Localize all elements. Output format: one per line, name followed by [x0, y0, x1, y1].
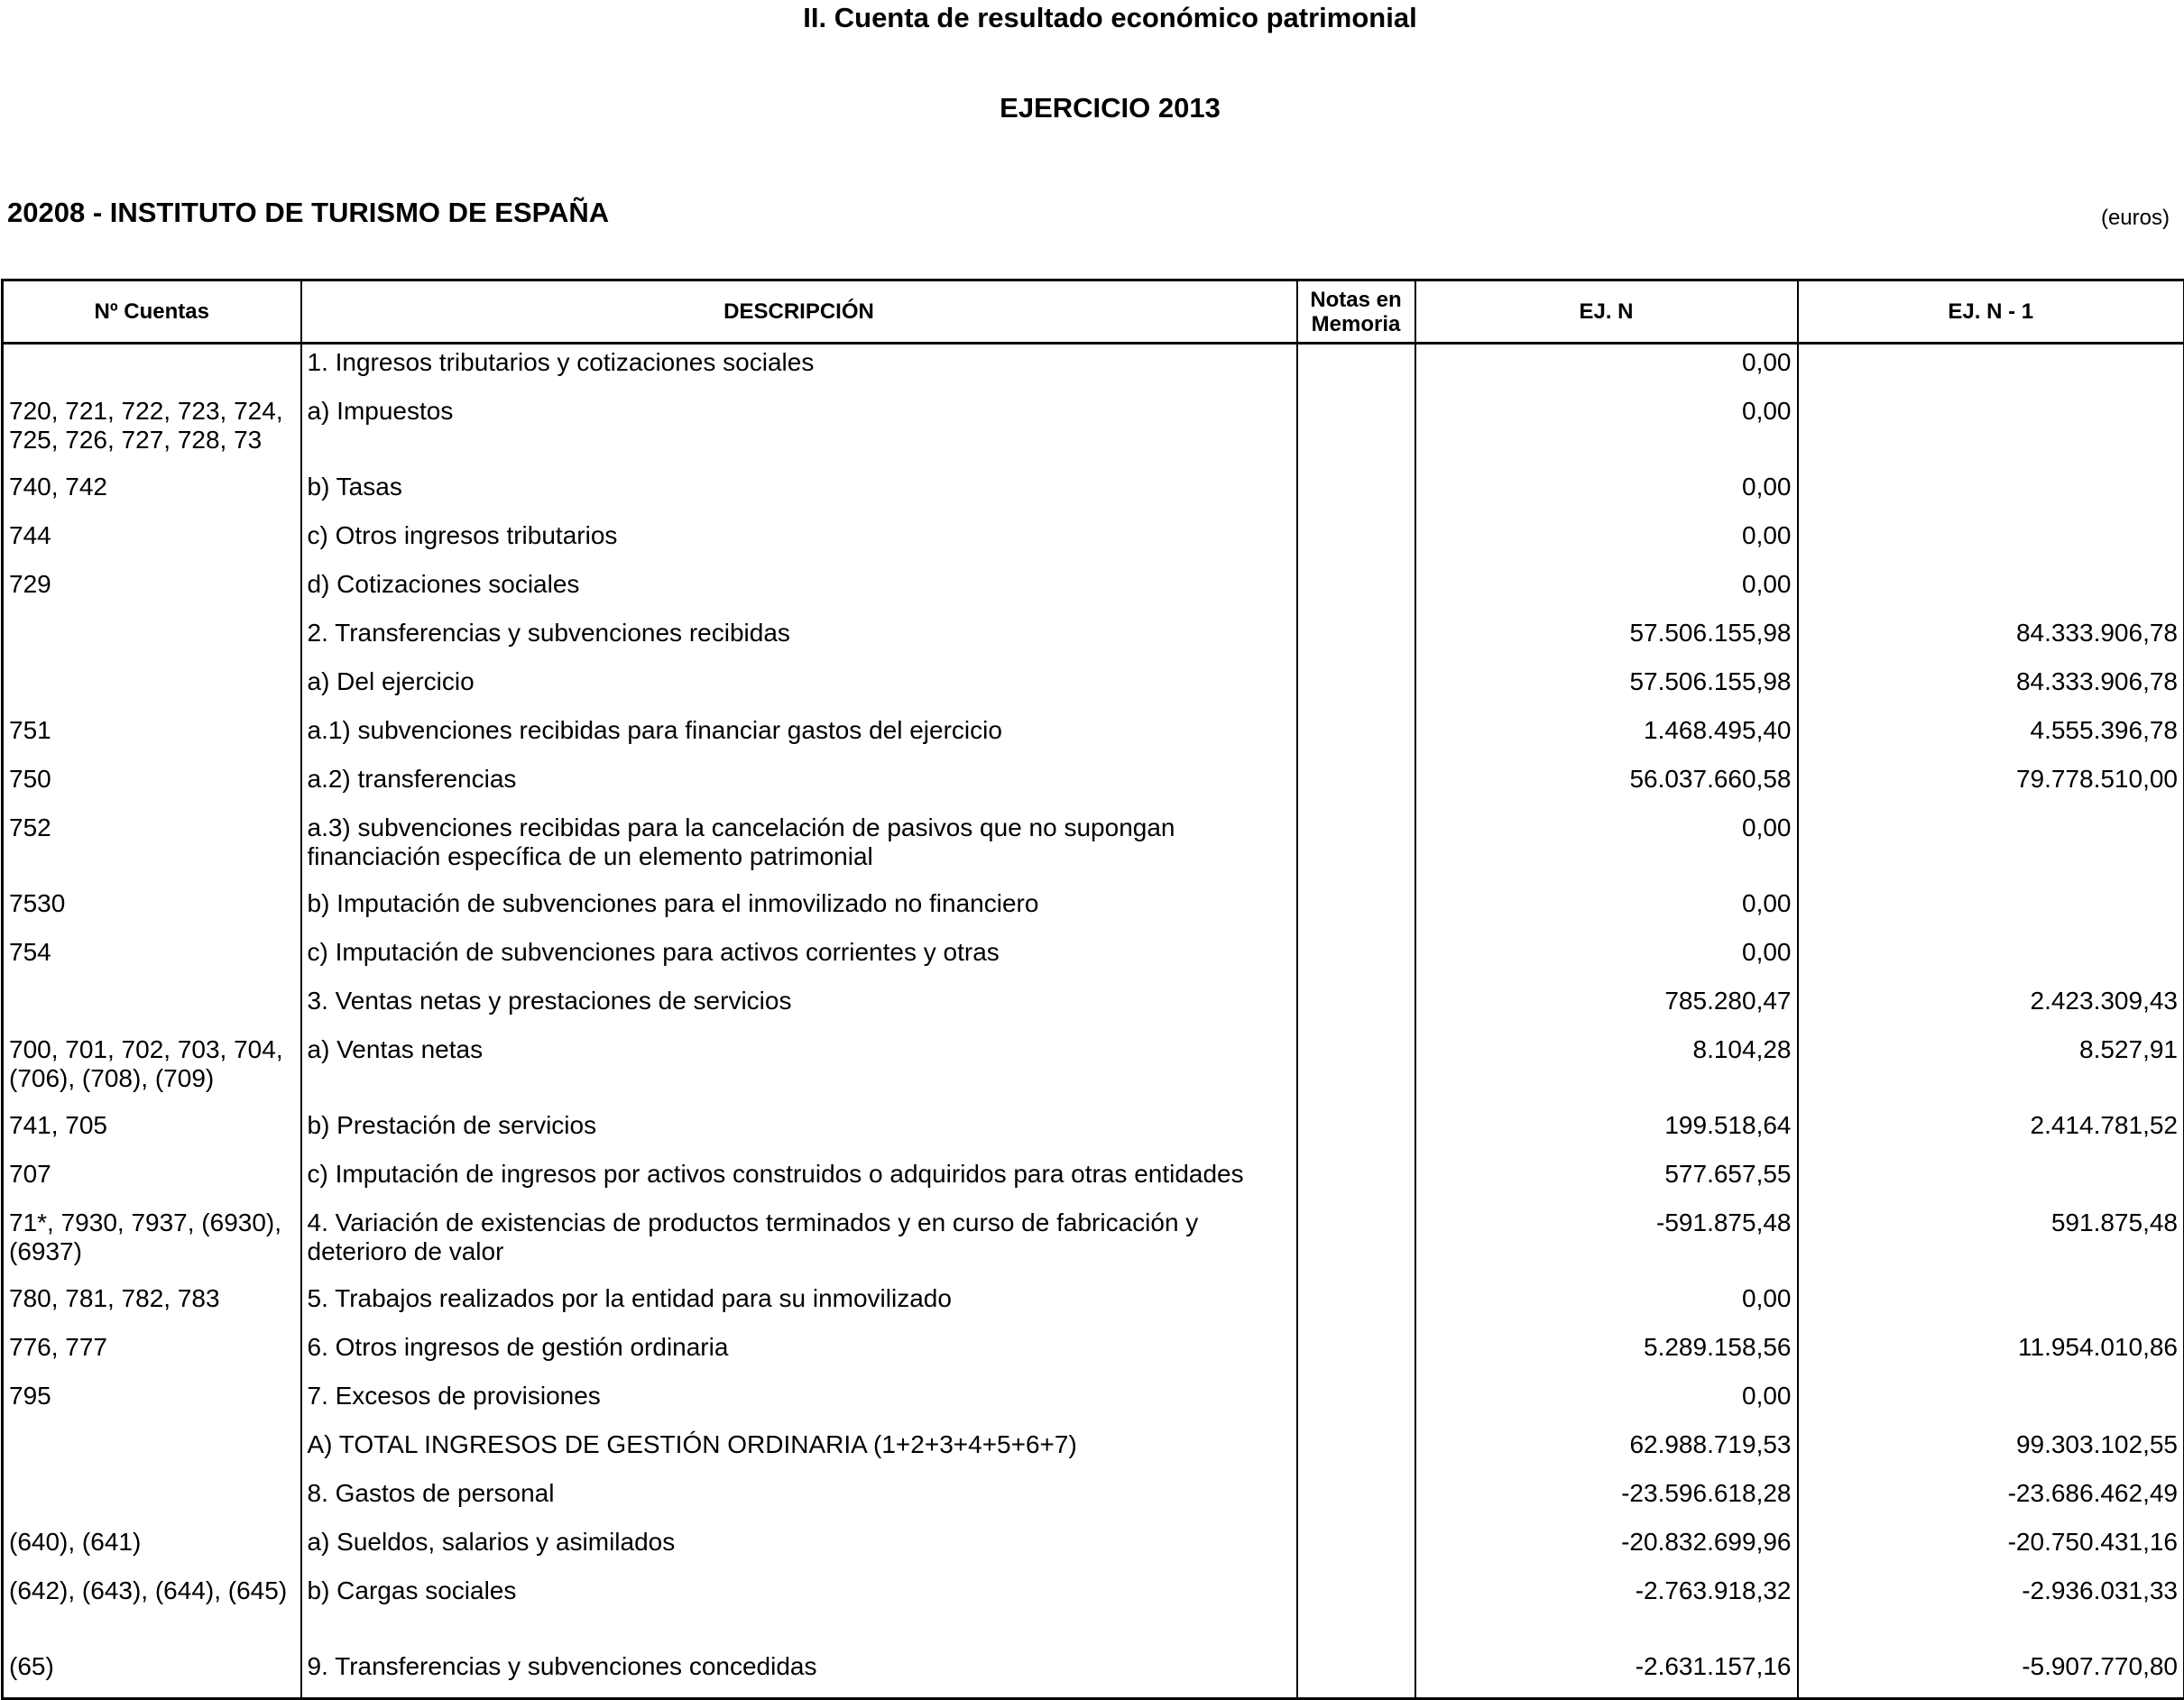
account-cell	[3, 664, 301, 712]
table-row	[3, 761, 2184, 810]
description-cell: 9. Transferencias y subvenciones concedidas	[301, 1649, 1297, 1699]
value-n-1-cell: -23.686.462,49	[1798, 1475, 2184, 1524]
value-n-cell: 62.988.719,53	[1415, 1427, 1798, 1475]
table-row	[3, 1649, 2184, 1699]
account-cell: 7530	[3, 886, 301, 934]
notes-cell	[1297, 664, 1415, 712]
notes-cell	[1297, 1281, 1415, 1329]
header-year-n-1: EJ. N - 1	[1798, 280, 2184, 344]
value-n-1-cell: 2.423.309,43	[1798, 983, 2184, 1032]
value-n-1-cell: 84.333.906,78	[1798, 664, 2184, 712]
description-cell: c) Otros ingresos tributarios	[301, 518, 1297, 566]
description-cell: 3. Ventas netas y prestaciones de servicios	[301, 983, 1297, 1032]
description-cell: A) TOTAL INGRESOS DE GESTIÓN ORDINARIA (1+2+3+4+5+6+7)	[301, 1427, 1297, 1475]
value-n-1-cell: 84.333.906,78	[1798, 615, 2184, 664]
table-row	[3, 469, 2184, 518]
value-n-cell: 57.506.155,98	[1415, 615, 1798, 664]
account-cell: 707	[3, 1156, 301, 1205]
value-n-cell: 577.657,55	[1415, 1156, 1798, 1205]
value-n-cell: 0,00	[1415, 518, 1798, 566]
entity-name: 20208 - INSTITUTO DE TURISMO DE ESPAÑA	[7, 197, 609, 229]
account-cell: 776, 777	[3, 1329, 301, 1378]
value-n-1-cell	[1798, 393, 2184, 469]
value-n-1-cell: 8.527,91	[1798, 1032, 2184, 1107]
value-n-1-cell	[1798, 566, 2184, 615]
notes-cell	[1297, 1427, 1415, 1475]
table-row	[3, 1378, 2184, 1427]
table-row	[3, 1281, 2184, 1329]
description-cell: 4. Variación de existencias de productos terminados y en curso de fabricación y deterioro de valor	[301, 1205, 1297, 1281]
account-cell: (640), (641)	[3, 1524, 301, 1573]
value-n-cell: 0,00	[1415, 344, 1798, 394]
description-cell: b) Cargas sociales	[301, 1573, 1297, 1649]
notes-cell	[1297, 615, 1415, 664]
notes-cell	[1297, 983, 1415, 1032]
value-n-1-cell: 99.303.102,55	[1798, 1427, 2184, 1475]
description-cell: a.1) subvenciones recibidas para financiar gastos del ejercicio	[301, 712, 1297, 761]
table-row	[3, 1427, 2184, 1475]
table-row	[3, 1156, 2184, 1205]
notes-cell	[1297, 934, 1415, 983]
description-cell: b) Imputación de subvenciones para el inmovilizado no financiero	[301, 886, 1297, 934]
units-label: (euros)	[2101, 206, 2170, 231]
account-cell	[3, 983, 301, 1032]
table-row	[3, 1524, 2184, 1573]
value-n-cell: -591.875,48	[1415, 1205, 1798, 1281]
table-row	[3, 615, 2184, 664]
account-cell: 750	[3, 761, 301, 810]
notes-cell	[1297, 1524, 1415, 1573]
table-row	[3, 1205, 2184, 1281]
table-row	[3, 886, 2184, 934]
page-title: II. Cuenta de resultado económico patrimonial	[18, 2, 2184, 34]
notes-cell	[1297, 1378, 1415, 1427]
table-row	[3, 664, 2184, 712]
account-cell: 741, 705	[3, 1107, 301, 1156]
table-row	[3, 393, 2184, 469]
value-n-1-cell: 4.555.396,78	[1798, 712, 2184, 761]
table-row	[3, 566, 2184, 615]
description-cell: d) Cotizaciones sociales	[301, 566, 1297, 615]
account-cell: 729	[3, 566, 301, 615]
description-cell: a) Del ejercicio	[301, 664, 1297, 712]
account-cell: 744	[3, 518, 301, 566]
value-n-1-cell	[1798, 886, 2184, 934]
value-n-1-cell: 591.875,48	[1798, 1205, 2184, 1281]
value-n-1-cell: -5.907.770,80	[1798, 1649, 2184, 1699]
notes-cell	[1297, 1649, 1415, 1699]
value-n-cell: -20.832.699,96	[1415, 1524, 1798, 1573]
account-cell	[3, 1427, 301, 1475]
account-cell: 795	[3, 1378, 301, 1427]
value-n-cell: -2.631.157,16	[1415, 1649, 1798, 1699]
value-n-1-cell: 79.778.510,00	[1798, 761, 2184, 810]
value-n-1-cell	[1798, 934, 2184, 983]
notes-cell	[1297, 1573, 1415, 1649]
value-n-1-cell	[1798, 469, 2184, 518]
notes-cell	[1297, 886, 1415, 934]
account-cell: 752	[3, 810, 301, 886]
account-cell: 71*, 7930, 7937, (6930), (6937)	[3, 1205, 301, 1281]
value-n-cell: 57.506.155,98	[1415, 664, 1798, 712]
notes-cell	[1297, 344, 1415, 394]
value-n-1-cell: 11.954.010,86	[1798, 1329, 2184, 1378]
notes-cell	[1297, 761, 1415, 810]
notes-cell	[1297, 1205, 1415, 1281]
description-cell: a.2) transferencias	[301, 761, 1297, 810]
notes-cell	[1297, 566, 1415, 615]
description-cell: a) Ventas netas	[301, 1032, 1297, 1107]
table-row	[3, 1032, 2184, 1107]
description-cell: a) Impuestos	[301, 393, 1297, 469]
notes-cell	[1297, 1156, 1415, 1205]
value-n-1-cell: -2.936.031,33	[1798, 1573, 2184, 1649]
description-cell: 2. Transferencias y subvenciones recibidas	[301, 615, 1297, 664]
account-cell	[3, 344, 301, 394]
table-row	[3, 518, 2184, 566]
account-cell: 754	[3, 934, 301, 983]
value-n-cell: 0,00	[1415, 469, 1798, 518]
account-cell: 780, 781, 782, 783	[3, 1281, 301, 1329]
table-body	[3, 344, 2184, 1699]
fiscal-year: EJERCICIO 2013	[18, 92, 2184, 124]
description-cell: b) Prestación de servicios	[301, 1107, 1297, 1156]
value-n-1-cell	[1798, 518, 2184, 566]
notes-cell	[1297, 469, 1415, 518]
value-n-cell: 0,00	[1415, 1281, 1798, 1329]
notes-cell	[1297, 1107, 1415, 1156]
account-cell: 751	[3, 712, 301, 761]
table-row	[3, 1573, 2184, 1649]
description-cell: 1. Ingresos tributarios y cotizaciones sociales	[301, 344, 1297, 394]
table-row	[3, 1329, 2184, 1378]
value-n-1-cell	[1798, 344, 2184, 394]
description-cell: b) Tasas	[301, 469, 1297, 518]
value-n-cell: -2.763.918,32	[1415, 1573, 1798, 1649]
header-notes: Notas en Memoria	[1297, 280, 1415, 344]
notes-cell	[1297, 1329, 1415, 1378]
notes-cell	[1297, 518, 1415, 566]
value-n-cell: 0,00	[1415, 934, 1798, 983]
value-n-cell: 0,00	[1415, 886, 1798, 934]
description-cell: 7. Excesos de provisiones	[301, 1378, 1297, 1427]
value-n-1-cell	[1798, 810, 2184, 886]
notes-cell	[1297, 712, 1415, 761]
table-row	[3, 344, 2184, 394]
table-row	[3, 810, 2184, 886]
value-n-cell: 1.468.495,40	[1415, 712, 1798, 761]
description-cell: c) Imputación de subvenciones para activos corrientes y otras	[301, 934, 1297, 983]
account-cell: 740, 742	[3, 469, 301, 518]
notes-cell	[1297, 393, 1415, 469]
account-cell: 720, 721, 722, 723, 724, 725, 726, 727, 728, 73	[3, 393, 301, 469]
table-row	[3, 983, 2184, 1032]
description-cell: 8. Gastos de personal	[301, 1475, 1297, 1524]
header-accounts: Nº Cuentas	[3, 280, 301, 344]
table-row	[3, 934, 2184, 983]
notes-cell	[1297, 1032, 1415, 1107]
results-table	[1, 279, 2184, 1700]
notes-cell	[1297, 1475, 1415, 1524]
account-cell: (642), (643), (644), (645)	[3, 1573, 301, 1649]
description-cell: c) Imputación de ingresos por activos construidos o adquiridos para otras entidades	[301, 1156, 1297, 1205]
table-row	[3, 1107, 2184, 1156]
description-cell: 6. Otros ingresos de gestión ordinaria	[301, 1329, 1297, 1378]
description-cell: a.3) subvenciones recibidas para la cancelación de pasivos que no supongan financiación específica de un elemento patrimonial	[301, 810, 1297, 886]
value-n-cell: 785.280,47	[1415, 983, 1798, 1032]
value-n-1-cell	[1798, 1156, 2184, 1205]
table-row	[3, 712, 2184, 761]
value-n-1-cell: -20.750.431,16	[1798, 1524, 2184, 1573]
account-cell	[3, 615, 301, 664]
header-year-n: EJ. N	[1415, 280, 1798, 344]
value-n-cell: 0,00	[1415, 566, 1798, 615]
value-n-cell: 199.518,64	[1415, 1107, 1798, 1156]
value-n-cell: 0,00	[1415, 393, 1798, 469]
table-row	[3, 1475, 2184, 1524]
table-header-row	[3, 280, 2184, 344]
value-n-1-cell	[1798, 1378, 2184, 1427]
value-n-1-cell: 2.414.781,52	[1798, 1107, 2184, 1156]
value-n-cell: 56.037.660,58	[1415, 761, 1798, 810]
value-n-1-cell	[1798, 1281, 2184, 1329]
value-n-cell: 8.104,28	[1415, 1032, 1798, 1107]
value-n-cell: 5.289.158,56	[1415, 1329, 1798, 1378]
description-cell: a) Sueldos, salarios y asimilados	[301, 1524, 1297, 1573]
value-n-cell: -23.596.618,28	[1415, 1475, 1798, 1524]
header-description: DESCRIPCIÓN	[301, 280, 1297, 344]
account-cell	[3, 1475, 301, 1524]
value-n-cell: 0,00	[1415, 1378, 1798, 1427]
account-cell: (65)	[3, 1649, 301, 1699]
description-cell: 5. Trabajos realizados por la entidad para su inmovilizado	[301, 1281, 1297, 1329]
account-cell: 700, 701, 702, 703, 704, (706), (708), (709)	[3, 1032, 301, 1107]
notes-cell	[1297, 810, 1415, 886]
value-n-cell: 0,00	[1415, 810, 1798, 886]
